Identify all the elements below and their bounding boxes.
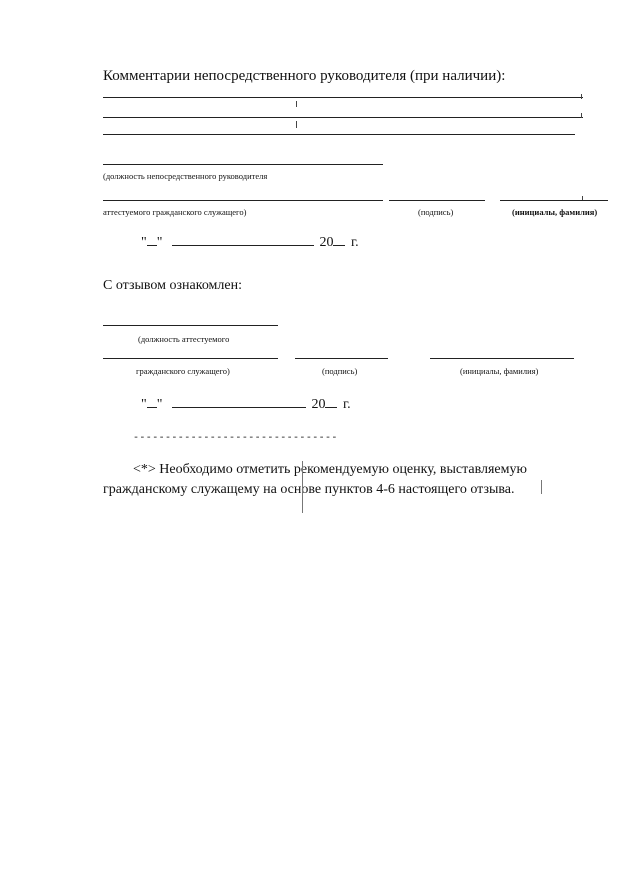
scan-mark	[296, 121, 297, 128]
comment-line-3[interactable]	[103, 134, 575, 135]
employee-position-label-2: гражданского служащего)	[136, 366, 230, 376]
date-quote-close: "	[156, 235, 163, 250]
date-month-blank[interactable]	[172, 395, 306, 408]
date-year-blank[interactable]	[325, 395, 337, 408]
comment-line-2[interactable]	[103, 117, 583, 118]
employee-position-line-2[interactable]	[103, 358, 278, 359]
scan-mark	[296, 101, 297, 107]
footnote-separator: --------------------------------	[133, 433, 338, 444]
comments-heading: Комментарии непосредственного руководителя (при наличии):	[103, 68, 506, 84]
date-year-suffix: г.	[342, 397, 351, 412]
date-year-suffix: г.	[350, 235, 359, 250]
employee-position-line[interactable]	[103, 325, 278, 326]
employee-name-line[interactable]	[430, 358, 574, 359]
employee-position-label: (должность аттестуемого	[138, 334, 230, 344]
supervisor-position-label: (должность непосредственного руководителя	[103, 171, 268, 181]
date-year-prefix: 20	[311, 397, 326, 412]
employee-name-label: (инициалы, фамилия)	[460, 366, 539, 376]
supervisor-position-label-2: аттестуемого гражданского служащего)	[103, 207, 247, 217]
supervisor-date	[141, 233, 359, 251]
acknowledged-heading: С отзывом ознакомлен:	[103, 278, 242, 293]
date-day-blank[interactable]	[147, 395, 157, 408]
date-year-blank[interactable]	[333, 233, 345, 246]
scan-mark	[302, 461, 303, 513]
comment-line-1[interactable]	[103, 97, 583, 98]
employee-signature-label: (подпись)	[322, 366, 358, 376]
supervisor-signature-line[interactable]	[389, 200, 485, 201]
supervisor-position-line[interactable]	[103, 164, 383, 165]
date-day-blank[interactable]	[147, 233, 157, 246]
employee-date	[141, 395, 351, 413]
employee-signature-line[interactable]	[295, 358, 388, 359]
date-quote-close: "	[156, 397, 163, 412]
date-quote-open: "	[141, 397, 147, 412]
scan-mark	[582, 196, 583, 200]
supervisor-name-line[interactable]	[500, 200, 608, 201]
supervisor-position-line-2[interactable]	[103, 200, 383, 201]
date-year-prefix: 20	[319, 235, 334, 250]
date-month-blank[interactable]	[172, 233, 314, 246]
footnote-line-2: гражданскому служащему на основе пунктов 4-6 настоящего отзыва.	[103, 482, 515, 497]
footnote-line-1: <*> Необходимо отметить рекомендуемую оценку, выставляемую	[133, 462, 527, 477]
scan-mark	[581, 113, 582, 118]
supervisor-signature-label: (подпись)	[418, 207, 454, 217]
scan-mark	[541, 480, 542, 494]
date-quote-open: "	[141, 235, 147, 250]
supervisor-name-label: (инициалы, фамилия)	[512, 207, 598, 217]
scan-mark	[581, 94, 582, 99]
